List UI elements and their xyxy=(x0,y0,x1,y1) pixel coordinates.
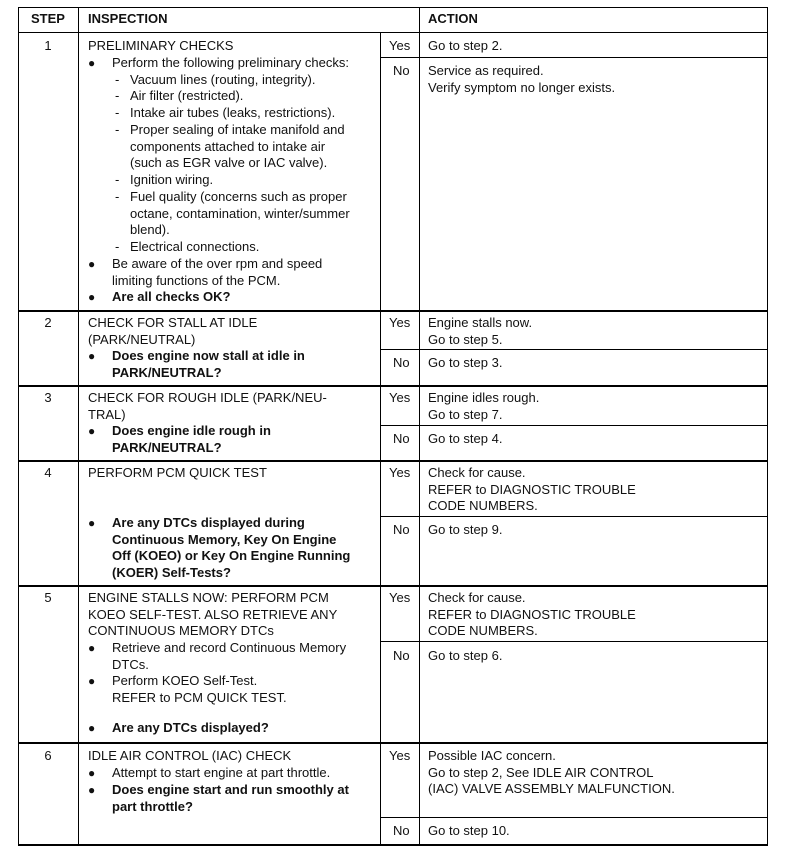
step-4-title: PERFORM PCM QUICK TEST xyxy=(88,465,267,480)
table-border-left xyxy=(18,7,19,846)
step-4-no-label: No xyxy=(393,522,410,537)
step-6-no-label: No xyxy=(393,823,410,838)
dash-icon: - xyxy=(115,239,120,254)
step-1-yes-action: Go to step 2. xyxy=(428,38,503,53)
row-divider-1 xyxy=(18,310,768,312)
step-4-question: Are any DTCs displayed during Continuous Memory, Key On Engine Off (KOEO) or Key On Engine Running (KOER) Self-Tests? xyxy=(112,515,351,580)
col-divider-yesno xyxy=(380,33,381,846)
bullet-icon: ● xyxy=(88,290,96,304)
table-border-top xyxy=(18,7,768,8)
row-divider-5 xyxy=(18,742,768,744)
yesno-divider-1 xyxy=(380,57,768,58)
dash-icon: - xyxy=(115,122,120,137)
step-5-no-action: Go to step 6. xyxy=(428,648,503,663)
step-6-question: Does engine start and run smoothly at part throttle? xyxy=(112,782,349,814)
bullet-icon: ● xyxy=(88,641,96,655)
yesno-divider-5 xyxy=(380,641,768,642)
yesno-divider-6 xyxy=(380,817,768,818)
step-1-check-5: Ignition wiring. xyxy=(130,172,214,187)
bullet-icon: ● xyxy=(88,674,96,688)
step-5-bullet-2: Perform KOEO Self-Test. REFER to PCM QUICK TEST. xyxy=(112,673,287,705)
table-border-right xyxy=(767,7,768,846)
row-divider-3 xyxy=(18,460,768,462)
step-1-no-action: Service as required. Verify symptom no longer exists. xyxy=(428,63,616,95)
step-1-check-2: Air filter (restricted). xyxy=(130,88,244,103)
step-4-yes-action: Check for cause. REFER to DIAGNOSTIC TROUBLE CODE NUMBERS. xyxy=(428,465,636,514)
step-3-yes-action: Engine idles rough. Go to step 7. xyxy=(428,390,540,422)
step-4-yes-label: Yes xyxy=(389,465,411,480)
step-5-yes-label: Yes xyxy=(389,590,411,605)
step-2-title: CHECK FOR STALL AT IDLE (PARK/NEUTRAL) xyxy=(88,315,258,347)
step-5-no-label: No xyxy=(393,648,410,663)
step-3-no-action: Go to step 4. xyxy=(428,431,503,446)
step-6-yes-label: Yes xyxy=(389,748,411,763)
bullet-icon: ● xyxy=(88,783,96,797)
step-2-no-label: No xyxy=(393,355,410,370)
step-1-check-1: Vacuum lines (routing, integrity). xyxy=(130,72,316,87)
step-5-title: ENGINE STALLS NOW: PERFORM PCM KOEO SELF-TEST. ALSO RETRIEVE ANY CONTINUOUS MEMORY DTCs xyxy=(88,590,338,639)
row-divider-4 xyxy=(18,585,768,587)
step-5-question: Are any DTCs displayed? xyxy=(112,720,269,735)
bullet-icon: ● xyxy=(88,56,96,70)
step-2-no-action: Go to step 3. xyxy=(428,355,503,370)
step-1-number: 1 xyxy=(44,38,52,53)
step-1-title: PRELIMINARY CHECKS xyxy=(88,38,234,53)
step-1-yes-label: Yes xyxy=(389,38,411,53)
step-5-bullet-1: Retrieve and record Continuous Memory DTCs. xyxy=(112,640,347,672)
yesno-divider-3 xyxy=(380,425,768,426)
step-1-no-label: No xyxy=(393,63,410,78)
header-inspection: INSPECTION xyxy=(88,11,168,26)
bullet-icon: ● xyxy=(88,721,96,735)
step-1-check-4: Proper sealing of intake manifold and components attached to intake air (such as EGR valve or IAC valve). xyxy=(130,122,345,171)
step-1-intro: Perform the following preliminary checks: xyxy=(112,55,349,70)
step-6-yes-action: Possible IAC concern. Go to step 2, See IDLE AIR CONTROL (IAC) VALVE ASSEMBLY MALFUNCTION. xyxy=(428,748,675,797)
step-2-number: 2 xyxy=(44,315,52,330)
bullet-icon: ● xyxy=(88,349,96,363)
step-2-yes-action: Engine stalls now. Go to step 5. xyxy=(428,315,533,347)
table-border-bottom xyxy=(18,844,768,846)
step-3-question: Does engine idle rough in PARK/NEUTRAL? xyxy=(112,423,271,455)
header-step: STEP xyxy=(31,11,65,26)
step-6-bullet-1: Attempt to start engine at part throttle. xyxy=(112,765,331,780)
dash-icon: - xyxy=(115,72,120,87)
step-5-number: 5 xyxy=(44,590,52,605)
step-2-yes-label: Yes xyxy=(389,315,411,330)
bullet-icon: ● xyxy=(88,257,96,271)
row-divider-2 xyxy=(18,385,768,387)
yesno-divider-2 xyxy=(380,349,768,350)
step-5-yes-action: Check for cause. REFER to DIAGNOSTIC TROUBLE CODE NUMBERS. xyxy=(428,590,636,639)
yesno-divider-4 xyxy=(380,516,768,517)
col-divider-step xyxy=(78,7,79,846)
step-2-question: Does engine now stall at idle in PARK/NEUTRAL? xyxy=(112,348,305,380)
dash-icon: - xyxy=(115,88,120,103)
header-divider xyxy=(18,32,768,33)
step-1-check-7: Electrical connections. xyxy=(130,239,260,254)
step-1-question: Are all checks OK? xyxy=(112,289,231,304)
bullet-icon: ● xyxy=(88,424,96,438)
step-1-check-6: Fuel quality (concerns such as proper octane, contamination, winter/summer blend). xyxy=(130,189,350,238)
step-6-no-action: Go to step 10. xyxy=(428,823,510,838)
step-3-no-label: No xyxy=(393,431,410,446)
step-4-no-action: Go to step 9. xyxy=(428,522,503,537)
step-3-yes-label: Yes xyxy=(389,390,411,405)
step-3-title: CHECK FOR ROUGH IDLE (PARK/NEU- TRAL) xyxy=(88,390,327,422)
step-4-number: 4 xyxy=(44,465,52,480)
col-divider-inspection xyxy=(419,7,420,846)
bullet-icon: ● xyxy=(88,766,96,780)
step-3-number: 3 xyxy=(44,390,52,405)
dash-icon: - xyxy=(115,105,120,120)
diagnostic-table xyxy=(18,7,768,846)
step-1-note: Be aware of the over rpm and speed limiting functions of the PCM. xyxy=(112,256,323,288)
step-6-title: IDLE AIR CONTROL (IAC) CHECK xyxy=(88,748,292,763)
step-1-check-3: Intake air tubes (leaks, restrictions). xyxy=(130,105,336,120)
dash-icon: - xyxy=(115,172,120,187)
dash-icon: - xyxy=(115,189,120,204)
step-6-number: 6 xyxy=(44,748,52,763)
bullet-icon: ● xyxy=(88,516,96,530)
header-action: ACTION xyxy=(428,11,478,26)
